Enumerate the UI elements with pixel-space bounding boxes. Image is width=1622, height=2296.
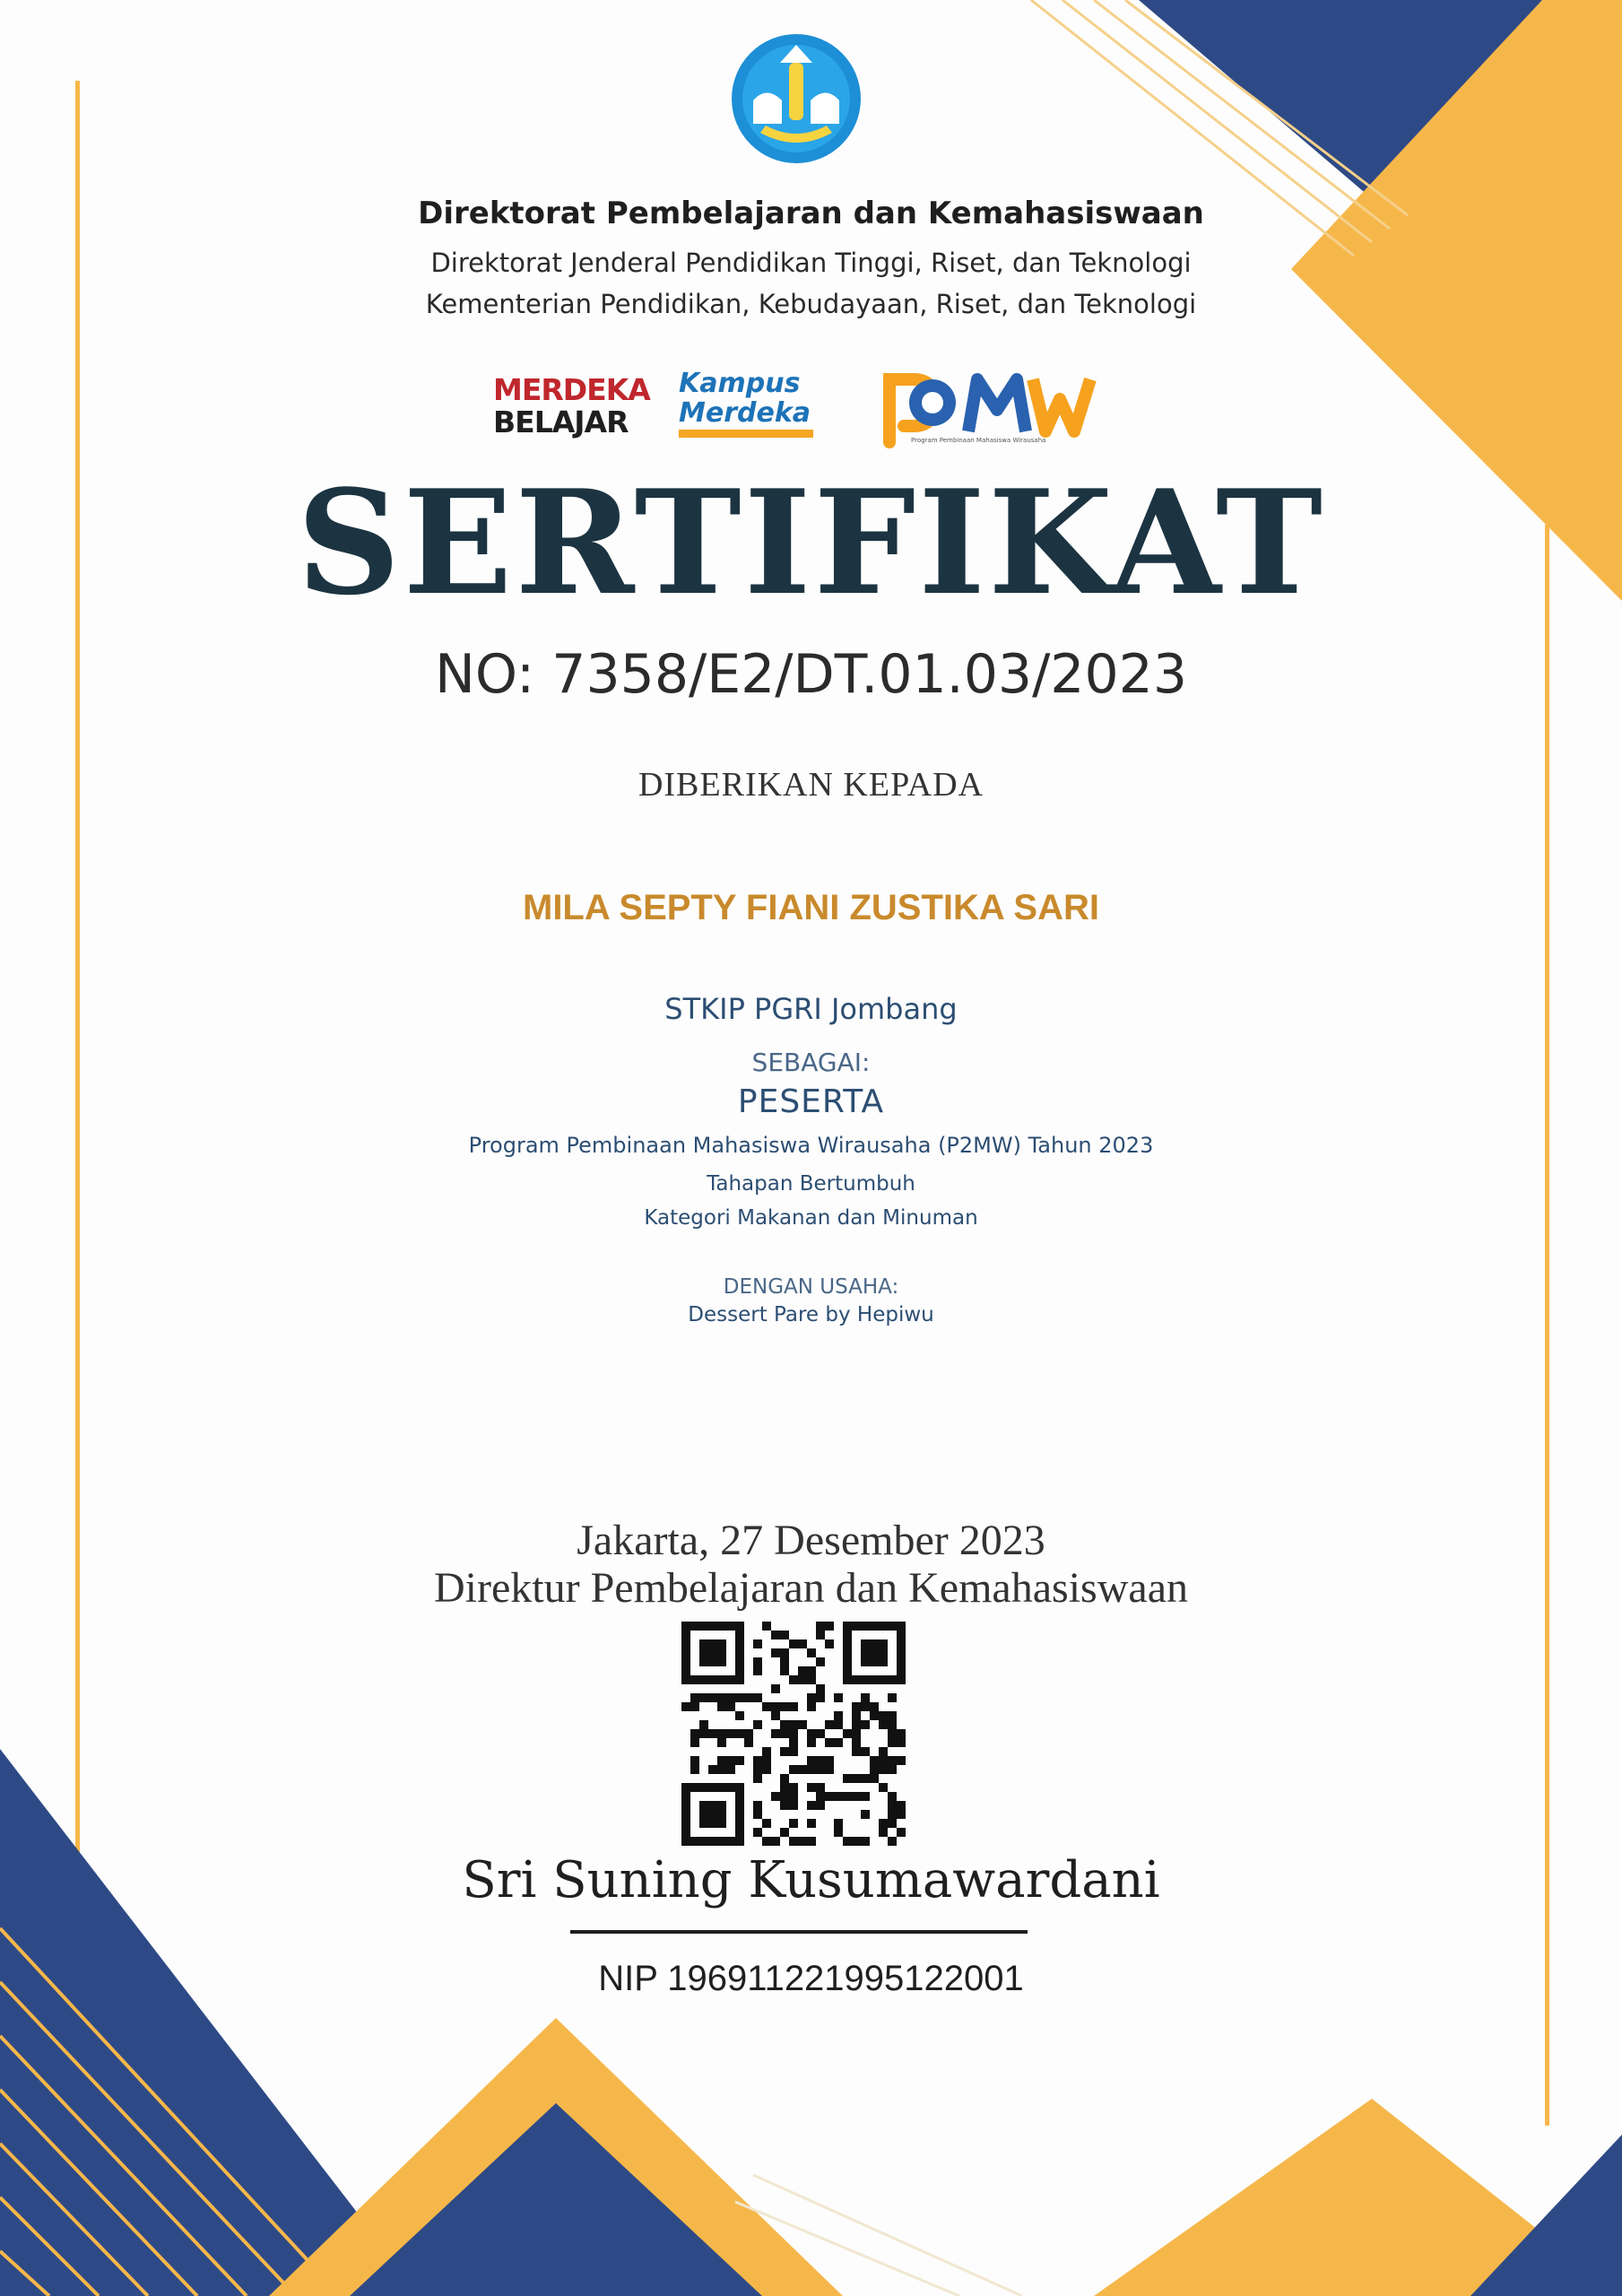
signer-name: Sri Suning Kusumawardani <box>462 1851 1160 1909</box>
as-label: SEBAGAI: <box>751 1048 871 1077</box>
certificate-title: SERTIFIKAT <box>296 458 1326 627</box>
merdeka-belajar-logo-line1: MERDEKA <box>493 372 650 407</box>
kampus-merdeka-logo-line2: Merdeka <box>679 397 811 429</box>
certificate-number: NO: 7358/E2/DT.01.03/2023 <box>434 643 1188 706</box>
program-stage: Tahapan Bertumbuh <box>707 1172 915 1196</box>
business-label: DENGAN USAHA: <box>723 1275 899 1299</box>
partner-logos <box>0 363 1622 462</box>
participant-role: PESERTA <box>737 1083 885 1120</box>
place-and-date: Jakarta, 27 Desember 2023 <box>577 1517 1045 1564</box>
recipient-institution: STKIP PGRI Jombang <box>664 992 958 1026</box>
kampus-merdeka-logo-line1: Kampus <box>679 368 801 399</box>
header-directorate-general: Direktorat Jenderal Pendidikan Tinggi, Riset, dan Teknologi <box>430 248 1192 278</box>
qr-code-icon <box>681 1622 906 1846</box>
signer-position: Direktur Pembelajaran dan Kemahasiswaan <box>433 1564 1188 1612</box>
signer-nip: NIP 196911221995122001 <box>598 1959 1024 1998</box>
tut-wuri-handayani-emblem-icon <box>732 34 861 163</box>
program-category: Kategori Makanan dan Minuman <box>644 1206 978 1230</box>
header-ministry: Kementerian Pendidikan, Kebudayaan, Riset, dan Teknologi <box>425 289 1197 319</box>
merdeka-belajar-logo <box>493 372 650 439</box>
merdeka-belajar-logo-line2: BELAJAR <box>493 404 629 439</box>
kampus-merdeka-logo <box>679 369 831 438</box>
given-to-label: DIBERIKAN KEPADA <box>638 766 984 804</box>
business-name: Dessert Pare by Hepiwu <box>688 1303 934 1326</box>
p2mw-logo-caption: Program Pembinaan Mahasiswa Wirausaha <box>911 437 1046 444</box>
recipient-name: MILA SEPTY FIANI ZUSTIKA SARI <box>523 888 1099 927</box>
kampus-merdeka-logo-bar <box>679 430 813 438</box>
signature-line <box>570 1930 1028 1934</box>
header-organization: Direktorat Pembelajaran dan Kemahasiswaan <box>418 196 1204 231</box>
program-name: Program Pembinaan Mahasiswa Wirausaha (P2MW) Tahun 2023 <box>468 1133 1154 1158</box>
